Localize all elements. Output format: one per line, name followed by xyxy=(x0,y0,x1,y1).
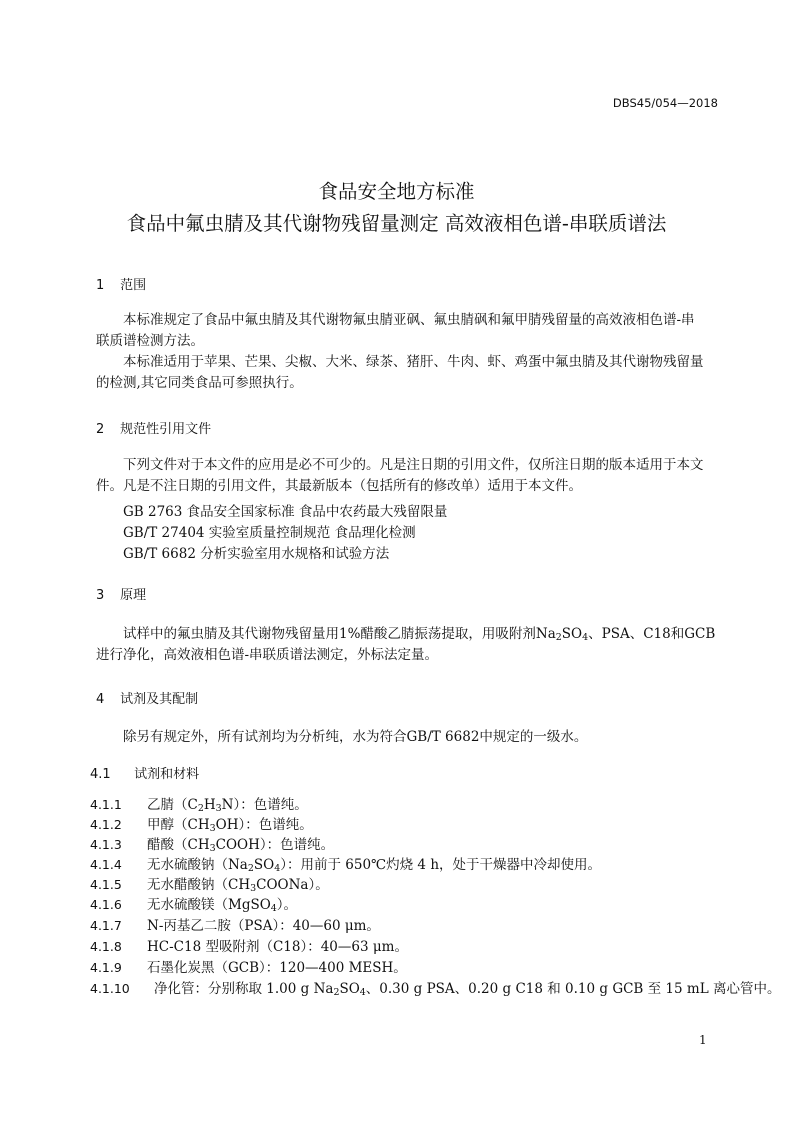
reagent-item: 4.1.6 无水硫酸镁（MgSO$_4$）。 xyxy=(90,897,298,914)
section-number: 4 xyxy=(96,692,105,707)
subsection-4-1-heading xyxy=(90,763,199,782)
title-line-1: 食品安全地方标准 xyxy=(318,180,475,203)
section-title: 规范性引用文件 xyxy=(120,422,212,437)
reagent-item: 4.1.5 无水醋酸钠$(CH_3COONa)$。 xyxy=(90,877,329,894)
section-3-paragraph xyxy=(96,624,719,666)
section-4-heading xyxy=(96,688,198,707)
reference-item: GB/T 27404 实验室质量控制规范 食品理化检测 xyxy=(123,525,416,541)
section-number: 4.1 xyxy=(90,767,111,782)
reagent-item: 4.1.9 石墨化炭黑（GCB）：120—400 MESH。 xyxy=(90,960,407,976)
text-line: 下列文件对于本文件的应用是必不可少的。凡是注日期的引用文件，仅所注日期的版本适用于本文 xyxy=(123,457,704,473)
section-2-heading xyxy=(96,418,211,437)
reagent-item: 4.1.3 醋酸$(CH_3COOH)$：色谱纯。 xyxy=(90,837,335,854)
section-title: 范围 xyxy=(120,278,147,293)
reagent-item: 4.1.1 乙腈$(C_2H_3N)$：色谱纯。 xyxy=(90,797,308,814)
text-line: 本标准规定了食品中氟虫腈及其代谢物氟虫腈亚砜、氟虫腈砜和氟甲腈残留量的高效液相色谱-串 xyxy=(123,312,695,328)
text-line: 件。凡是不注日期的引用文件，其最新版本（包括所有的修改单）适用于本文件。 xyxy=(96,478,582,494)
section-1-heading xyxy=(96,274,146,293)
reagent-item: 4.1.10 净化管：分别称取 1.00 g $Na_2SO_4$、0.30 g PSA、0.20 g C18 和 0.10 g GCB 至 15 mL 离心管中。 xyxy=(90,981,781,998)
section-2-paragraph xyxy=(96,455,719,497)
section-title: 试剂及其配制 xyxy=(120,692,199,707)
page-number: 1 xyxy=(699,1033,707,1047)
section-number: 3 xyxy=(96,588,105,603)
section-title: 试剂和材料 xyxy=(134,767,200,782)
section-1-paragraph xyxy=(96,310,719,394)
reagent-item: 4.1.2 甲醇$(CH_3OH)$：色谱纯。 xyxy=(90,817,313,834)
text-line: 的检测,其它同类食品可参照执行。 xyxy=(96,375,303,391)
text-line: 进行净化，高效液相色谱-串联质谱法测定，外标法定量。 xyxy=(96,647,439,663)
section-4-paragraph xyxy=(96,727,719,748)
reagent-item: 4.1.7 N-丙基乙二胺（PSA）：40—60 μm。 xyxy=(90,918,380,934)
text-line: 联质谱检测方法。 xyxy=(96,333,204,349)
reference-item: GB/T 6682 分析实验室用水规格和试验方法 xyxy=(123,546,390,562)
text-line: 试样中的氟虫腈及其代谢物残留量用1%醋酸乙腈振荡提取，用吸附剂$Na_2SO_4$、PSA、C18和GCB xyxy=(123,626,716,643)
section-3-heading xyxy=(96,584,146,603)
reagent-item: 4.1.4 无水硫酸钠$(Na_2SO_4)$：用前于 650℃灼烧 4 h，处于干燥器中冷却使用。 xyxy=(90,857,602,874)
document-code: DBS45/054—2018 xyxy=(612,96,718,110)
title-line-2: 食品中氟虫腈及其代谢物残留量测定 高效液相色谱-串联质谱法 xyxy=(126,212,667,235)
section-number: 2 xyxy=(96,422,105,437)
section-number: 1 xyxy=(96,278,105,293)
section-title: 原理 xyxy=(120,588,147,603)
reference-item: GB 2763 食品安全国家标准 食品中农药最大残留限量 xyxy=(123,504,448,520)
text-line: 除另有规定外，所有试剂均为分析纯，水为符合GB/T 6682中规定的一级水。 xyxy=(123,729,588,745)
text-line: 本标准适用于苹果、芒果、尖椒、大米、绿茶、猪肝、牛肉、虾、鸡蛋中氟虫腈及其代谢物残留量 xyxy=(123,354,704,370)
reagent-item: 4.1.8 HC-C18 型吸附剂（C18）：40—63 μm。 xyxy=(90,939,408,955)
